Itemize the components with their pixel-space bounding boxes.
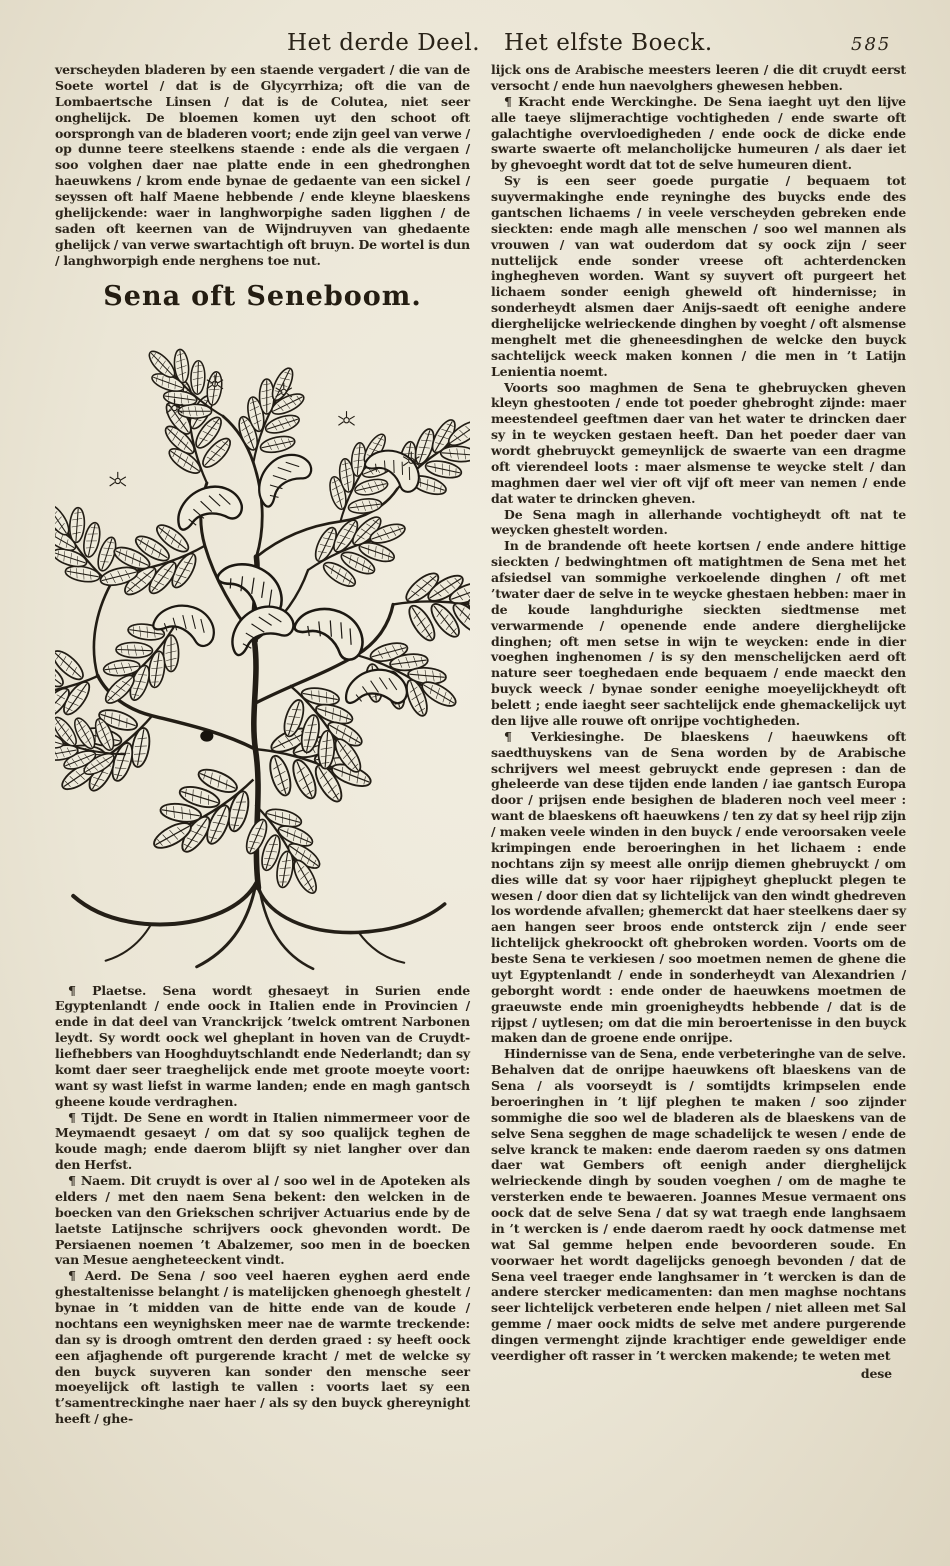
intro-paragraph: verscheyden bladeren by een staende vergadert / die van de Soete wortel / dat is de Glycyrrhiza; oft die van de Lombaertsche Linsen / dat is de Colutea, niet seer onghelijck. De bloemen komen uyt den schoot oft oorsprongh van de bladeren voort; ende zijn geel van verwe / op dunne teere steelkens staende : ende als die vergaen / soo volghen daer nae platte ende in een ghedronghen haeuwkens / krom ende bynae de gedaente van een sickel / seyssen oft half Maene hebbende / ende kleyne blaeskens ghelijckende: waer in langhworpighe saden ligghen / de saden oft keernen van de Wijndruyven van ghedaente ghelijck / van verwe swartachtigh oft bruyn. De wortel is dun / langhworpigh ende nerghens toe nut. <box>55 62 470 268</box>
section-hindernisse: Hindernisse van de Sena, ende verbeteringhe van de selve. Behalven dat de onrijpe haeuwkens oft blaeskens van de Sena / als voorseydt is / somtijdts krimpselen ende beroeringhen in ’t lijf pleghen te maken / soo zijnder sommighe die soo wel de bladeren als de blaeskens van de selve Sena segghen de mage schadelijck te wesen / ende de selve kranck te maken: ende daerom raeden sy ons datmen daer wat Gembers oft eenigh ander dierghelijck welrieckende dingh by souden voeghen / om de maghe te versterken ende te bewaeren. Joannes Mesue vermaent ons oock dat de selve Sena / dat sy wat traegh ende langhsaem in ’t wercken is / ende daerom raedt hy oock datmense met wat Sal gemme helpen ende bevoorderen soude. En voorwaer het wordt dagelijcks genoegh bevonden / dat de Sena veel traeger ende langhsamer in ’t wercken is dan de andere stercker medicamenten: dan men maghse nochtans seer lichtelijck verbeteren ende helpen / niet alleen met Sal gemme / maer oock midts de selve met andere purgerende dingen vermenght zijnde krachtiger ende geweldiger ende veerdigher oft rasser in ’t wercken makende; te weten met <box>491 1046 906 1363</box>
section-naem: ¶ Naem. Dit cruydt is over al / soo wel in de Apoteken als elders / met den naem Sena bekent: den welcken in de boecken van den Griekschen schrijver Actuarius ende by de laetste Latijnsche schrijvers oock ghevonden wordt. De Persiaenen noemen ’t Abalzemer, soo men in de boecken van Mesue aengheteeckent vindt. <box>55 1173 470 1268</box>
section-tijdt: ¶ Tijdt. De Sene en wordt in Italien nimmermeer voor de Meymaendt gesaeyt / om dat sy soo qualijck teghen de koude magh; ende daerom blijft sy niet langher over dan den Herfst. <box>55 1109 470 1173</box>
paragraph-weycken: De Sena magh in allerhande vochtigheydt oft nat te weycken ghestelt worden. <box>491 506 906 538</box>
section-verkiesinghe: ¶ Verkiesinghe. De blaeskens / haeuwkens oft saedthuyskens van de Sena worden by de Arabische schrijvers wel meest gebruyckt ende gepresen : dan de gheleerde van dese tijden ende landen / iae gantsch Europa door / prijsen ende besighen de bladeren noch veel meer : want de blaeskens oft haeuwkens / ten zy dat sy heel rijp zijn / maken veele winden in den buyck / ende veroorsaken veele krimpingen ende beroeringhen in het lichaem : ende nochtans zijn sy meest alle onrijp diemen ghebruyckt / om dies wille dat sy voor haer rijpigheyt ghepluckt plegen te wesen / door dien dat sy lichtelijck van den windt ghedreven los wordende afvallen; ghemerckt dat haer steelkens daer sy aen hangen seer broos ende ontsterck zijn / ende seer lichtelijck ghekroockt oft ghebroken worden. Voorts om de beste Sena te verkiesen / soo moetmen nemen de ghene die uyt Egyptenlandt / ende in sonderheydt van Alexandrien / geborght wordt : ende onder de haeuwkens moetmen de graeuwste ende min groenigheydts hebbende / dat is de rijpst / uytlesen; om dat die min beroertenisse in den buyck maken dan de groene ende onrijpe. <box>491 728 906 1046</box>
text-columns <box>55 62 907 1427</box>
continuation-paragraph: lijck ons de Arabische meesters leeren / die dit cruydt eerst versocht / ende hun naevolghers ghewesen hebben. <box>491 62 906 93</box>
page-number: 585 <box>851 34 892 55</box>
section-aerd: ¶ Aerd. De Sena / soo veel haeren eyghen aerd ende ghestaltenisse belanght / is matelijcken ghenoegh ghestelt / bynae in ’t midden van de hitte ende van de koude / nochtans een weynighsken meer nae de warmte treckende: dan sy is droogh omtrent den derden graed : sy heeft oock een afjaghende oft purgerende kracht / met de welcke sy den buyck suyveren kan sonder den mensche seer moeyelijck oft lastigh te vallen : voorts laet sy een t’samentreckinghe naer haer / als sy den buyck ghereynight heeft / ghe- <box>55 1268 470 1427</box>
species-heading: Sena oft Seneboom. <box>103 281 422 313</box>
paragraph-purgatie: Sy is een seer goede purgatie / bequaem tot suyvermakinghe ende reyninghe des buycks ende des gantschen lichaems / in veele verscheyden gebreken ende sieckten: ende magh alle menschen / soo wel mannen als vrouwen / van wat ouderdom dat sy oock zijn / seer nuttelijck ende sonder vreese oft achterdencken inghegheven worden. Want sy suyvert oft purgeert het lichaem sonder eenigh gheweld oft hindernisse; in sonderheydt alsmen daer Anijs-saedt oft eenighe andere dierghelijcke welrieckende dinghen by voeght / oft alsmense menghelt met die gheneesdinghen de welcke den buyck sachtelijck weeck maken konnen / die men in ’t Latijn Lenientia noemt. <box>491 173 906 379</box>
section-kracht-ende-werckinghe: ¶ Kracht ende Werckinghe. De Sena iaeght uyt den lijve alle taeye slijmerachtige vochtigheden / ende swarte oft galachtighe overvloedigheden / ende oock de dicke ende swarte swaerte oft melancholijcke humeuren / als daer iet by ghevoeght wordt dat tot de selve humeuren dient. <box>491 93 906 173</box>
page-header <box>0 30 950 64</box>
running-title-right: Het elfste Boeck. <box>504 30 713 56</box>
senna-plant-woodcut <box>55 319 470 977</box>
section-plaetse: ¶ Plaetse. Sena wordt ghesaeyt in Surien ende Egyptenlandt / ende oock in Italien ende in Provincien / ende in dat deel van Vranckrijck ’twelck omtrent Narbonen leydt. Sy wordt oock wel gheplant in hoven van de Cruydt-liefhebbers van Hooghduytschlandt ende Nederlandt; dan sy komt daer seer traeghelijck ende met groote moeyte voort: want sy wast liefst in warme landen; ende en magh gantsch gheene koude verdraghen. <box>55 982 470 1109</box>
running-title-left: Het derde Deel. <box>287 30 481 56</box>
right-column <box>491 62 906 1382</box>
paragraph-ghebruyck: Voorts soo maghmen de Sena te ghebruycken gheven kleyn ghestooten / ende tot poeder ghebroght zijnde: maer meestendeel geeftmen daer van het water te drincken daer sy in te weycken gestaen heeft. Dan het poeder daer van wordt ghebruyckt gemeynlijck de swaerte van een dragme oft vierendeel loots : maer alsmense te weycke stelt / dan maghmen daer wel vier oft vijf oft meer van nemen / ende dat water te drincken gheven. <box>491 379 906 506</box>
senna-plant-drawing <box>55 319 470 977</box>
paragraph-kortsen: In de brandende oft heete kortsen / ende andere hittige sieckten / bedwinghtmen oft matightmen de Sena met het afsiedsel van sommighe verkoelende dinghen / oft met ’twater daer de selve in te weycke ghestaen hebben: maer in de koude langhdurighe sieckten siedtmense met verwarmende / openende ende andere dierghelijcke dinghen; oft men setse in wijn te weycken: ende in dier voeghen inghenomen / is sy den menschelijcken aerd oft nature seer toeghedaen ende bequaem / ende maeckt den buyck weeck / bynae sonder eenighe moeyelijckheydt oft belett ; ende iaeght seer sachtelijck ende ghemackelijck uyt den lijve alle rouwe oft onrijpe vochtigheden. <box>491 538 906 728</box>
left-column <box>55 62 470 1427</box>
catchword: dese <box>860 1365 892 1381</box>
